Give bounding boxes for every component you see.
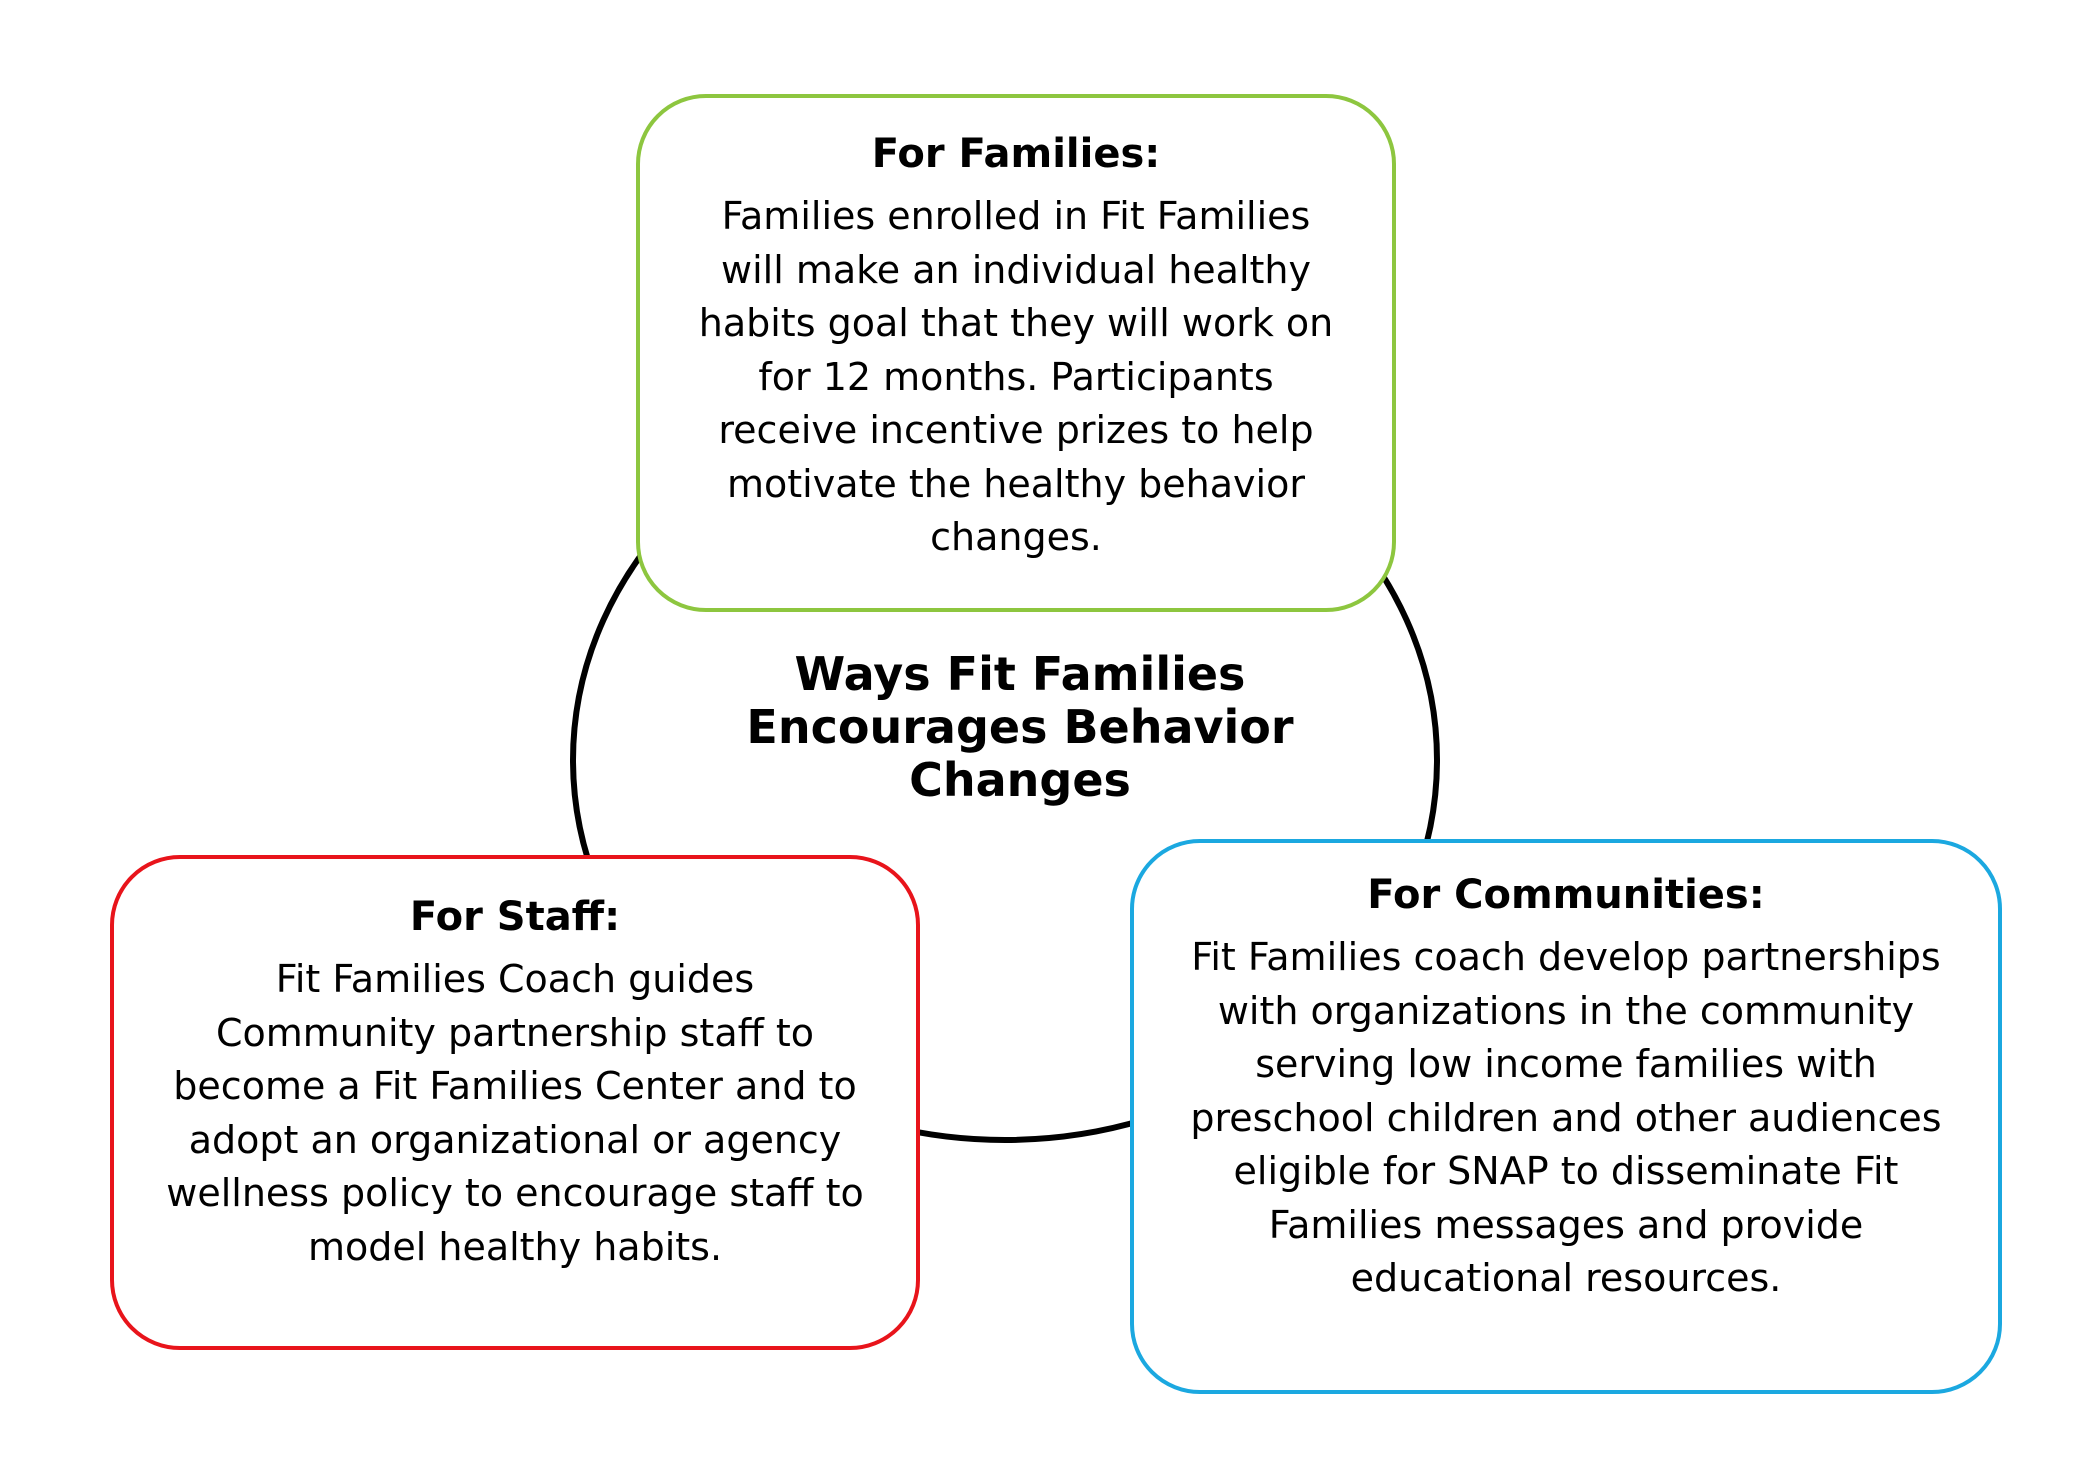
communities-box [1130, 839, 2002, 1394]
families-text: Families enrolled in Fit Families will make an individual healthy habits goal that they will work on for 12 months. Participants receive incentive prizes to help motivate the healthy behavior changes. [698, 194, 1334, 559]
families-title: For Families: [871, 131, 1161, 177]
families-box [636, 94, 1396, 612]
center-title: Ways Fit Families Encourages Behavior Changes [746, 647, 1294, 807]
staff-title: For Staff: [409, 894, 621, 940]
staff-text: Fit Families Coach guides Community partnership staff to become a Fit Families Center and to adopt an organizational or agency wellness policy to encourage staff to model healthy habits. [166, 957, 864, 1269]
staff-box [110, 855, 920, 1350]
communities-text: Fit Families coach develop partnerships with organizations in the community serving low income families with preschool children and other audiences eligible for SNAP to disseminate Fit Families messages and provide educational resources. [1190, 935, 1942, 1300]
communities-title: For Communities: [1367, 872, 1765, 918]
